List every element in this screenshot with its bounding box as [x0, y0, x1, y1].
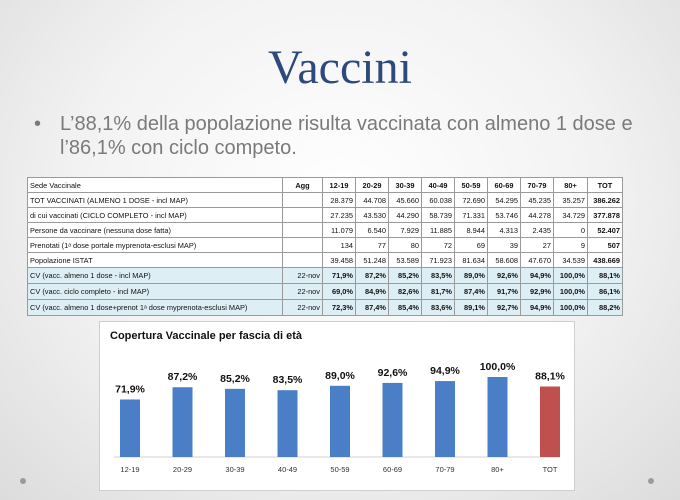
row-total: 88,1% [588, 268, 623, 284]
header-col: 30-39 [389, 178, 422, 193]
bullet-marker: • [34, 113, 42, 135]
bar-40-49 [278, 390, 298, 457]
table-cell: 11.885 [422, 223, 455, 238]
row-label: CV (vacc. ciclo completo - incl MAP) [28, 284, 283, 300]
table-cell: 89,1% [455, 300, 488, 316]
table-cell: 83,6% [422, 300, 455, 316]
bar-TOT [540, 387, 560, 457]
row-agg [283, 223, 323, 238]
table-cell: 27.235 [323, 208, 356, 223]
table-cell: 94,9% [521, 268, 554, 284]
row-label: Popolazione ISTAT [28, 253, 283, 268]
header-agg: Agg [283, 178, 323, 193]
table-cell: 100,0% [554, 268, 588, 284]
table-row [28, 193, 623, 208]
row-agg [283, 238, 323, 253]
table-cell: 58.739 [422, 208, 455, 223]
table-cell: 53.589 [389, 253, 422, 268]
table-row [28, 223, 623, 238]
row-agg: 22-nov [283, 284, 323, 300]
table-cell: 35.257 [554, 193, 588, 208]
table-cell: 92,7% [488, 300, 521, 316]
table-cell: 94,9% [521, 300, 554, 316]
header-col: 40-49 [422, 178, 455, 193]
bullet-text: L’88,1% della popolazione risulta vaccinata con almeno 1 dose e l’86,1% con ciclo competo. [60, 113, 633, 159]
table-row [28, 300, 623, 316]
data-label: 83,5% [272, 374, 303, 387]
header-sede: Sede Vaccinale [28, 178, 283, 193]
table-cell: 91,7% [488, 284, 521, 300]
slide-title: Vaccini [268, 41, 412, 94]
chart-title: Copertura Vaccinale per fascia di età [110, 330, 302, 342]
row-agg [283, 208, 323, 223]
table-cell: 44.708 [356, 193, 389, 208]
chart-plot [100, 322, 574, 490]
table-row [28, 238, 623, 253]
bar-12-19 [120, 399, 140, 457]
table-cell: 71.923 [422, 253, 455, 268]
table-cell: 43.530 [356, 208, 389, 223]
table-cell: 72,3% [323, 300, 356, 316]
header-col: 12-19 [323, 178, 356, 193]
table-cell: 45.660 [389, 193, 422, 208]
table-cell: 2.435 [521, 223, 554, 238]
table-cell: 45.235 [521, 193, 554, 208]
table-cell: 8.944 [455, 223, 488, 238]
table-cell: 81,7% [422, 284, 455, 300]
table-cell: 6.540 [356, 223, 389, 238]
bar-30-39 [225, 389, 245, 457]
data-label: 100,0% [479, 361, 516, 373]
table-cell: 69,0% [323, 284, 356, 300]
table-cell: 51.248 [356, 253, 389, 268]
bar-60-69 [383, 383, 403, 457]
x-tick-label: 50-59 [330, 465, 350, 474]
x-tick-label: 30-39 [225, 465, 245, 474]
row-agg: 22-nov [283, 300, 323, 316]
table-cell: 34.729 [554, 208, 588, 223]
x-tick-label: 80+ [491, 465, 504, 474]
table-cell: 44.278 [521, 208, 554, 223]
row-total: 52.407 [588, 223, 623, 238]
table-row [28, 253, 623, 268]
header-col: 20-29 [356, 178, 389, 193]
table-cell: 0 [554, 223, 588, 238]
table-cell: 71,9% [323, 268, 356, 284]
table-cell: 92,6% [488, 268, 521, 284]
table-cell: 71.331 [455, 208, 488, 223]
table-cell: 72.690 [455, 193, 488, 208]
table-cell: 92,9% [521, 284, 554, 300]
row-total: 386.262 [588, 193, 623, 208]
table-cell: 83,5% [422, 268, 455, 284]
table-cell: 4.313 [488, 223, 521, 238]
row-label: TOT VACCINATI (ALMENO 1 DOSE - incl MAP) [28, 193, 283, 208]
table-row [28, 284, 623, 300]
slide-nav-dot-right [648, 478, 654, 484]
table-cell: 100,0% [554, 284, 588, 300]
table-cell: 44.290 [389, 208, 422, 223]
row-label: Persone da vaccinare (nessuna dose fatta) [28, 223, 283, 238]
x-tick-label: 60-69 [382, 465, 403, 474]
table-cell: 60.038 [422, 193, 455, 208]
row-total: 377.878 [588, 208, 623, 223]
table-cell: 58.608 [488, 253, 521, 268]
table-cell: 53.746 [488, 208, 521, 223]
header-col: 80+ [554, 178, 588, 193]
bullet-point [34, 112, 654, 160]
x-tick-label: 12-19 [120, 465, 140, 474]
table-cell: 85,4% [389, 300, 422, 316]
row-label: CV (vacc. almeno 1 dose+prenot 1ᵃ dose myprenota-esclusi MAP) [28, 300, 283, 316]
data-label: 88,1% [535, 370, 565, 383]
row-label: Prenotati (1ᵃ dose portale myprenota-esclusi MAP) [28, 238, 283, 253]
table-row [28, 268, 623, 284]
coverage-chart [99, 321, 575, 491]
data-label: 89,0% [325, 369, 355, 382]
table-cell: 54.295 [488, 193, 521, 208]
data-label: 71,9% [115, 383, 145, 396]
slide-nav-dot-left [20, 478, 26, 484]
table-cell: 27 [521, 238, 554, 253]
table-cell: 7.929 [389, 223, 422, 238]
table-row [28, 208, 623, 223]
header-col: 60-69 [488, 178, 521, 193]
table-cell: 134 [323, 238, 356, 253]
table-cell: 77 [356, 238, 389, 253]
row-total: 438.669 [588, 253, 623, 268]
table-header-row [28, 178, 623, 193]
header-tot: TOT [588, 178, 623, 193]
row-agg [283, 253, 323, 268]
row-agg [283, 193, 323, 208]
header-col: 50-59 [455, 178, 488, 193]
table-cell: 87,2% [356, 268, 389, 284]
table-cell: 72 [422, 238, 455, 253]
x-tick-label: 70-79 [435, 465, 455, 474]
row-total: 88,2% [588, 300, 623, 316]
table-cell: 87,4% [455, 284, 488, 300]
bar-50-59 [330, 386, 350, 457]
table-cell: 81.634 [455, 253, 488, 268]
table-cell: 9 [554, 238, 588, 253]
table-cell: 34.539 [554, 253, 588, 268]
x-tick-label: TOT [542, 465, 558, 474]
table-cell: 89,0% [455, 268, 488, 284]
table-cell: 39.458 [323, 253, 356, 268]
x-tick-label: 20-29 [172, 465, 193, 474]
table-cell: 84,9% [356, 284, 389, 300]
header-col: 70-79 [521, 178, 554, 193]
data-label: 92,6% [377, 366, 408, 379]
row-label: di cui vaccinati (CICLO COMPLETO - incl MAP) [28, 208, 283, 223]
table-cell: 11.079 [323, 223, 356, 238]
table-cell: 100,0% [554, 300, 588, 316]
data-label: 94,9% [430, 365, 460, 378]
table-cell: 28.379 [323, 193, 356, 208]
table-cell: 80 [389, 238, 422, 253]
table-cell: 87,4% [356, 300, 389, 316]
row-agg: 22-nov [283, 268, 323, 284]
bar-80+ [488, 377, 508, 457]
bar-70-79 [435, 381, 455, 457]
table-cell: 82,6% [389, 284, 422, 300]
vaccination-table [27, 177, 623, 316]
table-cell: 47.670 [521, 253, 554, 268]
row-total: 507 [588, 238, 623, 253]
table-cell: 39 [488, 238, 521, 253]
table-cell: 85,2% [389, 268, 422, 284]
x-tick-label: 40-49 [277, 465, 298, 474]
bar-20-29 [173, 387, 193, 457]
row-total: 86,1% [588, 284, 623, 300]
row-label: CV (vacc. almeno 1 dose - incl MAP) [28, 268, 283, 284]
data-label: 85,2% [220, 372, 250, 385]
data-label: 87,2% [167, 371, 198, 384]
table-cell: 69 [455, 238, 488, 253]
